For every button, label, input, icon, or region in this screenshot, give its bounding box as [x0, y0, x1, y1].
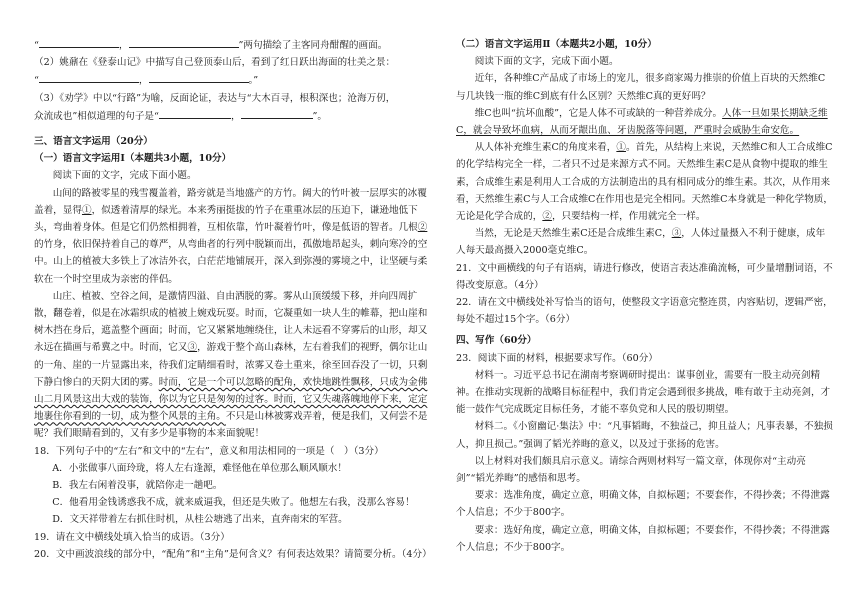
- question-22: 22．请在文中横线处补写恰当的语句，使整段文字语意完整连贯，内容贴切，逻辑严密，每处不超过15个字。（6分）: [456, 297, 833, 326]
- dictation-q3: （3）《劝学》中以“行路”为喻，反面论证，表达与“大木百寻，根积深也；沧海万仞，: [34, 92, 396, 104]
- blank-marker-3: ③: [187, 342, 198, 354]
- vc-paragraph-3: 从人体补充维生素C的角度来看，①。首先，从结构上来说，天然维C和人工合成维C的化学结构完全一样，二者只不过是来源方式不同。天然维生素C是从食物中提取的维生素，合成维生素是利用人工合成的方法制造出的具有相同成分的维生素。其次，从作用来看，天然维生素C与人工合成维C在作用也是完全相同。天然维C本身就是一种化学物质，无论是化学合成的，②，只要结构一样，作用就完全一样。: [456, 142, 833, 223]
- blank-marker-2: ②: [417, 222, 428, 234]
- question-23: 23．阅读下面的材料，根据要求写作。（60分）: [456, 352, 658, 364]
- question-18: 18．下列句子中的“左右”和文中的“左右”，意义和用法相同的一项是（ ）（3分）: [34, 445, 384, 457]
- reading-instruction: 阅读下面的文字，完成下面小题。: [474, 56, 619, 68]
- answer-blank[interactable]: [149, 71, 249, 83]
- section-3-title: 三、语言文字运用（20分）: [34, 136, 153, 148]
- right-column: [456, 36, 834, 556]
- vc-paragraph-2: 维C也叫“抗坏血酸”，它是人体不可或缺的一种营养成分。人体一旦如果长期缺乏维C，就会导致坏血病，从而牙龈出血、牙齿脱落等问题，严重时会威胁生命安危。: [456, 107, 828, 137]
- option-b: B．我左右闲着没事，就陪你走一趟吧。: [52, 480, 223, 492]
- question-19: 19．请在文中横线处填入恰当的成语。（3分）: [34, 531, 230, 543]
- option-d: D．文天祥带着左右抓住时机，从桂公塘逃了出来，直奔南宋的军营。: [52, 514, 348, 526]
- blank-marker-2: ②: [542, 211, 552, 223]
- reading-instruction: 阅读下面的文字，完成下面小题。: [52, 170, 197, 182]
- blank-marker-1: ①: [81, 204, 92, 216]
- material-summary: 以上材料对我们颇具启示意义。请综合两则材料写一篇文章，体现你对“主动亮剑”“韬光养晦”的感悟和思考。: [456, 455, 806, 485]
- dictation-q3-blanks: 众流成也”相似道理的句子是“ ， ”。: [34, 107, 432, 125]
- question-21: 21．文中画横线的句子有语病，请进行修改，使语言表达准确流畅，可少量增删词语，不得改变原意。（4分）: [456, 262, 833, 291]
- answer-blank[interactable]: [39, 36, 119, 48]
- answer-blank[interactable]: [159, 107, 231, 119]
- question-20: 20．文中画波浪线的部分中，“配角”和“主角”是何含义？有何表达效果？请简要分析。（4分）: [34, 548, 432, 560]
- material-1: 材料一。习近平总书记在湖南考察调研时提出：谋事创业，需要有一股主动亮剑精神。在推动实现新的战略目标征程中，我们肯定会遇到很多挑战，唯有敢于主动亮剑，才能一鼓作气完成既定目标任务，才能不辜负党和人民的殷切期望。: [456, 369, 831, 416]
- option-c: C．他看用金钱诱惑我不成，就来威逼我，但还是失败了。他想左右我，没那么容易！: [52, 497, 415, 509]
- section-4-title: 四、写作（60分）: [456, 335, 537, 347]
- answer-blank[interactable]: [241, 107, 313, 119]
- writing-requirements-repeat: 要求：选好角度，确定立意，明确文体，自拟标题；不要套作，不得抄袭；不得泄露个人信息；不少于800字。: [456, 524, 830, 553]
- underlined-sentence: 人体一旦如果长期缺乏维C，就会导致坏血病，从而牙龈出血、牙齿脱落等问题，严重时会威胁生命安危。: [456, 107, 828, 137]
- blank-marker-3: ③: [671, 228, 682, 240]
- wavy-underlined-text: 时而，它是一个可以忽略的配角，欢快地跳性飘移，只成为金佛山二月风景这出大戏的装饰，你以为它只是匆匆的过客。时而，它又失魂落魄地停下来，定定地裹住你看到的一切，成为整个风景的主角。: [34, 376, 428, 423]
- vc-paragraph-4: 当然，无论是天然维生素C还是合成维生素C，③，人体过量摄入不利于健康，成年人每天最高摄入2000毫克维C。: [456, 228, 826, 257]
- subsection-1-title: （一）语言文字运用Ⅰ（本题共3小题，10分）: [34, 153, 232, 165]
- left-column: [34, 36, 432, 563]
- passage-paragraph-2: 山庄、植被、空谷之间，是激情四溢、自由洒脱的雾。雾从山顶缓缓下移，并向四周扩散，翻卷着，似是在冰霜织成的植被上婉戏玩耍。时而，它凝重如一块人生的帷幕，把山崖和树木挡在身后，遮盖整个画面；时而，它又紧紧地缠绕住，让人未远看不穿雾后的山形，却又永远在描画与希冀之中。时而，它又③，游戏于整个高山森林，左右着我们的视野，偶尔让山的一角、崖的一片显露出来，待我们定睛细看时，浓雾又卷土重来，徐至回吞没了一切，只剩下静白惨白的天阴大团的雾。时而，它是一个可以忽略的配角，欢快地跳性飘移，只成为金佛山二月风景这出大戏的装饰，你以为它只是匆匆的过客。时而，它又失魂落魄地停下来，定定地裹住你看到的一切，成为整个风景的主角。不只是山林被雾戏弄着，便是我们，又何尝不是呢？我们眼睛看到的，又有多少是事物的本来面貌呢！: [34, 290, 428, 440]
- subsection-2-title: （二）语言文字运用Ⅱ（本题共2小题，10分）: [456, 39, 657, 50]
- answer-blank[interactable]: [39, 71, 139, 83]
- option-a: A．小张做事八面玲珑，将人左右逢源，难怪他在单位那么顺风顺水！: [52, 462, 347, 474]
- dictation-q2-blanks: “ ， 。”: [34, 71, 432, 89]
- passage-paragraph-1: 山间的路被零星的残雪覆盖着，路旁就是当地盛产的方竹。阔大的竹叶被一层厚实的冰覆盖着，显得①，似透着清厚的绿光。本来秀丽挺拔的竹子在重重冰层的压迫下，谦逊地低下头，弯曲着身体。但是它们仍然相拥着，互相依靠，竹叶凝着竹叶，像是低语的智者。几根②的竹身，依旧保持着自己的尊严，从弯曲者的行列中脱颖而出，孤傲地昂起头，刺向寒冷的空中。山上的植被大多铁上了冰洁外衣，白茫茫地铺展开，深入到弥漫的雾境之中，让坚硬与柔软在一个时空里成为亲密的伴侣。: [34, 187, 428, 285]
- blank-marker-1: ①: [616, 142, 626, 154]
- writing-requirements: 要求：选准角度，确定立意，明确文体，自拟标题；不要套作，不得抄袭；不得泄露个人信息；不少于800字。: [456, 490, 830, 519]
- material-2: 材料二。《小窗幽记·集法》中：“凡事韬晦，不独益己，抑且益人；凡事表暴，不独损人，抑且损己。”强调了韬光养晦的意义，以及过于张扬的危害。: [456, 421, 833, 450]
- answer-blank[interactable]: [129, 36, 239, 48]
- dictation-q2: （2）姚鼐在《登泰山记》中描写自己登顶泰山后，看到了红日跃出海面的壮美之景：: [34, 57, 396, 69]
- vc-paragraph-1: 近年，各种维C产品成了市场上的宠儿，很多商家竭力推崇的价值上百块的天然维C与几块钱一瓶的维C到底有什么区别？天然维C真的更好吗？: [456, 73, 826, 102]
- dictation-q1-tail: “ ， ”两句描绘了主客同舟酣醒的画面。: [34, 36, 432, 54]
